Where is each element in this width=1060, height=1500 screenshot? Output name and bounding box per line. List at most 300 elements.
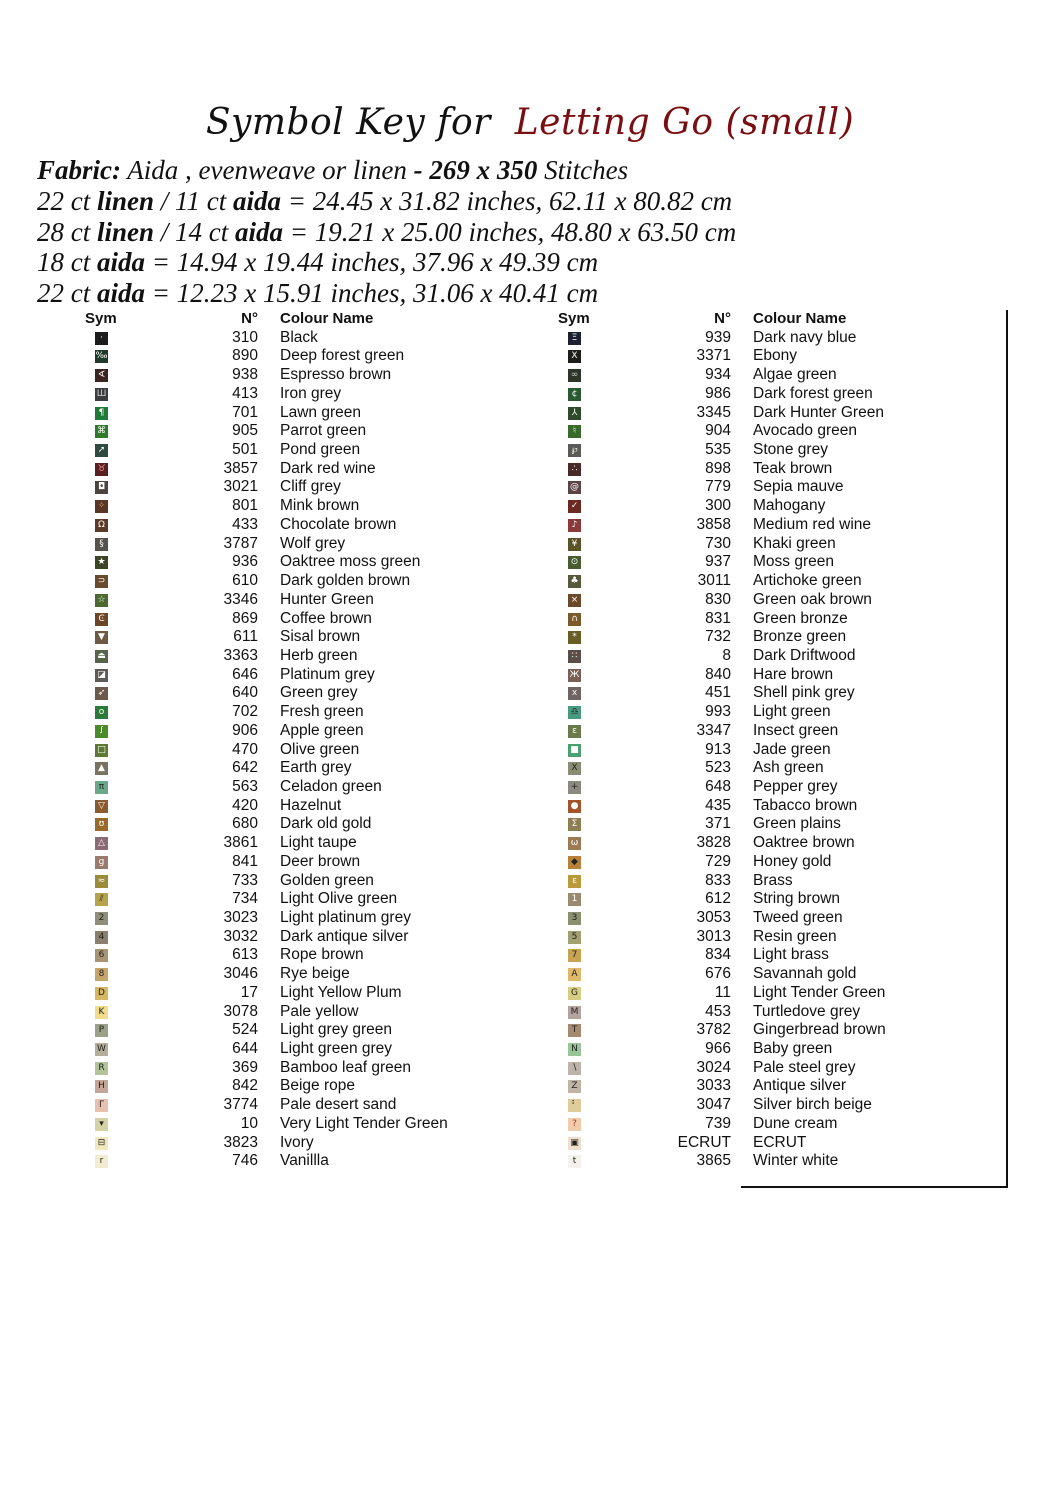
colour-name: Dark old gold — [280, 815, 372, 833]
colour-name: Herb green — [280, 646, 358, 664]
colour-name: Light platinum grey — [280, 909, 411, 926]
colour-name: String brown — [753, 890, 841, 908]
fabric-types: Aida , evenweave or linen — [121, 155, 414, 185]
colour-number: 840 — [705, 665, 731, 683]
colour-name: Jade green — [753, 740, 831, 758]
colour-name: Stone grey — [753, 441, 828, 459]
colour-name: Ivory — [280, 1133, 314, 1151]
colour-number: 648 — [705, 777, 731, 795]
dimensions-text: = 24.45 x 31.82 inches, 62.11 x 80.82 cm — [281, 185, 733, 216]
colour-name: Rope brown — [280, 946, 364, 964]
colour-number: 3787 — [223, 534, 258, 552]
colour-number: 831 — [705, 609, 731, 627]
symbol-swatch-icon: · — [95, 332, 108, 345]
colour-name: Mahogany — [753, 497, 826, 515]
colour-number: 746 — [232, 1152, 258, 1170]
colour-name: Resin green — [753, 927, 837, 945]
colour-number: 3047 — [696, 1096, 731, 1114]
colour-name: Dark forest green — [753, 384, 873, 402]
colour-name: Light brass — [753, 946, 829, 964]
symbol-swatch-icon: * — [568, 631, 581, 644]
colour-name: Pale desert sand — [280, 1096, 397, 1114]
symbol-swatch-icon: ε — [568, 725, 581, 738]
colour-name: Light taupe — [280, 834, 357, 852]
symbol-swatch-icon: ⅄ — [568, 407, 581, 420]
colour-number: 3857 — [223, 459, 258, 477]
symbol-swatch-icon: T — [568, 1024, 581, 1037]
symbol-swatch-icon: ℘ — [568, 444, 581, 457]
colour-name: Green oak brown — [753, 590, 872, 608]
dimensions-text: = 19.21 x 25.00 inches, 48.80 x 63.50 cm — [283, 216, 737, 247]
colour-number: 3865 — [696, 1152, 731, 1170]
header-number: N° — [241, 310, 258, 327]
colour-name: Honey gold — [753, 852, 832, 870]
colour-name: Tweed green — [753, 909, 843, 926]
colour-number: 729 — [705, 852, 731, 870]
colour-name: Light grey green — [280, 1021, 393, 1039]
symbol-swatch-icon: + — [568, 781, 581, 794]
colour-number: 833 — [705, 871, 731, 889]
colour-number: 8 — [722, 646, 731, 664]
colour-number: 3828 — [696, 834, 731, 852]
colour-name: Dark antique silver — [280, 927, 409, 945]
symbol-swatch-icon: ꭍ — [95, 725, 108, 738]
colour-number: 369 — [232, 1058, 258, 1076]
colour-number: 834 — [705, 946, 731, 964]
colour-number: 11 — [714, 983, 731, 1001]
table-border-bottom — [741, 1186, 1007, 1188]
colour-name: Artichoke green — [753, 572, 862, 590]
colour-name: Hazelnut — [280, 796, 342, 814]
colour-name: Espresso brown — [280, 366, 392, 384]
colour-name: Coffee brown — [280, 609, 372, 627]
colour-number: 702 — [232, 703, 258, 721]
colour-number: 3046 — [223, 965, 258, 983]
colour-number: 3013 — [696, 927, 731, 945]
symbol-swatch-icon: G — [568, 987, 581, 1000]
symbol-swatch-icon: 7 — [568, 949, 581, 962]
colour-name: Pond green — [280, 441, 361, 459]
symbol-swatch-icon: ¥ — [568, 538, 581, 551]
colour-number: 3782 — [696, 1021, 731, 1039]
symbol-swatch-icon: R — [95, 1062, 108, 1075]
colour-number: 3858 — [696, 515, 731, 533]
symbol-swatch-icon: P — [95, 1024, 108, 1037]
colour-name: Algae green — [753, 366, 837, 384]
colour-name: Dark Driftwood — [753, 646, 856, 664]
count-text: 18 ct — [37, 247, 97, 278]
colour-number: 310 — [232, 328, 258, 346]
colour-name: Platinum grey — [280, 665, 375, 683]
colour-name: Shell pink grey — [753, 684, 855, 702]
symbol-swatch-icon: 8 — [95, 968, 108, 981]
header-sym: Sym — [85, 310, 117, 327]
colour-number: 733 — [232, 871, 258, 889]
symbol-swatch-icon: ➚ — [95, 444, 108, 457]
colour-number: 453 — [705, 1002, 731, 1020]
colour-name: Olive green — [280, 740, 360, 758]
symbol-swatch-icon: ◆ — [568, 856, 581, 869]
colour-number: 3345 — [696, 403, 731, 421]
symbol-swatch-icon: t — [568, 1155, 581, 1168]
symbol-swatch-icon: ✧ — [95, 500, 108, 513]
colour-number: 3032 — [223, 927, 258, 945]
page-title — [0, 98, 1060, 148]
symbol-swatch-icon: ▲ — [95, 762, 108, 775]
colour-name: Light Olive green — [280, 890, 398, 908]
colour-name: Ash green — [753, 759, 824, 777]
colour-name: Deer brown — [280, 852, 361, 870]
symbol-swatch-icon: ♉ — [95, 463, 108, 476]
colour-number: 644 — [232, 1040, 258, 1058]
fabric-label: Fabric: — [37, 155, 121, 185]
fabric-type: aida — [97, 278, 146, 309]
colour-number: 3774 — [223, 1096, 258, 1114]
colour-number: 610 — [232, 572, 258, 590]
colour-name: Chocolate brown — [280, 515, 397, 533]
colour-number: 3346 — [223, 590, 258, 608]
colour-number: 300 — [705, 497, 731, 515]
colour-number: 734 — [232, 890, 258, 908]
colour-name: Iron grey — [280, 384, 342, 402]
symbol-swatch-icon: ◪ — [95, 669, 108, 682]
colour-number: 523 — [705, 759, 731, 777]
colour-name: Apple green — [280, 721, 364, 739]
symbol-swatch-icon: ♮ — [568, 425, 581, 438]
count-text: / 11 ct — [154, 185, 234, 216]
symbol-swatch-icon: x — [568, 687, 581, 700]
symbol-swatch-icon: ▼ — [95, 631, 108, 644]
colour-number: 435 — [705, 796, 731, 814]
symbol-swatch-icon: Χ — [568, 762, 581, 775]
symbol-swatch-icon: 6 — [95, 949, 108, 962]
colour-name: Dune cream — [753, 1114, 838, 1132]
fabric-dash: - — [413, 155, 430, 185]
colour-name: Wolf grey — [280, 534, 346, 552]
colour-number: 646 — [232, 665, 258, 683]
symbol-swatch-icon: D — [95, 987, 108, 1000]
symbol-swatch-icon: × — [568, 594, 581, 607]
colour-name: Green bronze — [753, 609, 848, 627]
symbol-swatch-icon: ▽ — [95, 800, 108, 813]
symbol-swatch-icon: ⊃ — [95, 575, 108, 588]
symbol-swatch-icon: ∩ — [568, 613, 581, 626]
symbol-swatch-icon: Ж — [569, 669, 580, 680]
colour-number: 904 — [705, 422, 731, 440]
colour-name: Rye beige — [280, 965, 350, 983]
colour-number: 371 — [705, 815, 731, 833]
colour-name: Winter white — [753, 1152, 839, 1170]
symbol-swatch-icon: ω — [568, 837, 581, 850]
dimensions-text: = 12.23 x 15.91 inches, 31.06 x 40.41 cm — [145, 278, 599, 309]
symbol-swatch-icon: ɛ — [568, 875, 581, 888]
symbol-swatch-icon: □ — [95, 744, 108, 757]
colour-name: Gingerbread brown — [753, 1021, 886, 1039]
symbol-swatch-icon: M — [568, 1006, 581, 1019]
symbol-swatch-icon: g — [95, 856, 108, 869]
colour-number: 730 — [705, 534, 731, 552]
colour-name: Pale yellow — [280, 1002, 359, 1020]
symbol-swatch-icon: o — [95, 706, 108, 719]
colour-number: 701 — [232, 403, 258, 421]
colour-name: Green grey — [280, 684, 358, 702]
colour-number: 470 — [232, 740, 258, 758]
colour-number: 420 — [232, 796, 258, 814]
symbol-swatch-icon: ⊟ — [95, 1137, 108, 1150]
count-text: 22 ct — [37, 185, 97, 216]
symbol-swatch-icon: ¢ — [568, 388, 581, 401]
symbol-swatch-icon: ➶ — [95, 687, 108, 700]
symbol-swatch-icon: Ͼ — [95, 613, 108, 626]
header-colour-name: Colour Name — [280, 310, 374, 327]
colour-number: 3021 — [223, 478, 258, 496]
colour-name: Ebony — [753, 347, 797, 365]
symbol-swatch-icon: ‰ — [95, 351, 108, 362]
colour-number: 842 — [232, 1077, 258, 1095]
colour-name: Lawn green — [280, 403, 362, 421]
symbol-swatch-icon: ♪ — [568, 519, 581, 532]
colour-name: Parrot green — [280, 422, 367, 440]
colour-number: 939 — [705, 328, 731, 346]
colour-name: Dark golden brown — [280, 572, 411, 590]
header-number: N° — [714, 310, 731, 327]
symbol-swatch-icon: 3 — [568, 912, 581, 925]
symbol-swatch-icon: § — [95, 538, 108, 551]
symbol-swatch-icon: Ω — [95, 519, 108, 532]
colour-number: 3053 — [696, 909, 731, 926]
colour-name: Antique silver — [753, 1077, 847, 1095]
symbol-swatch-icon: 4 — [95, 931, 108, 944]
colour-name: Medium red wine — [753, 515, 872, 533]
colour-name: Mink brown — [280, 497, 360, 515]
symbol-swatch-icon: ∷ — [568, 650, 581, 663]
colour-name: ECRUT — [753, 1133, 807, 1151]
symbol-swatch-icon: ■ — [568, 744, 581, 757]
colour-name: Insect green — [753, 721, 839, 739]
colour-number: 611 — [233, 628, 258, 646]
colour-name: Baby green — [753, 1040, 833, 1058]
colour-number: 3371 — [696, 347, 731, 365]
colour-name: Black — [280, 328, 318, 346]
colour-number: 993 — [705, 703, 731, 721]
colour-number: 3011 — [697, 572, 731, 590]
title-prefix: Symbol Key for — [205, 102, 491, 143]
fabric-info — [37, 155, 736, 309]
colour-number: 890 — [232, 347, 258, 365]
colour-name: Tabacco brown — [753, 796, 858, 814]
fabric-size-line — [37, 186, 736, 217]
colour-name: Very Light Tender Green — [280, 1114, 448, 1132]
colour-name: Light Tender Green — [753, 983, 886, 1001]
colour-number: 779 — [705, 478, 731, 496]
symbol-swatch-icon: ♎ — [568, 706, 581, 719]
colour-number: 640 — [232, 684, 258, 702]
symbol-swatch-icon: ⊙ — [568, 556, 581, 569]
colour-name: Dark red wine — [280, 459, 376, 477]
symbol-swatch-icon: K — [95, 1006, 108, 1019]
symbol-swatch-icon: 5 — [568, 931, 581, 944]
colour-number: 535 — [705, 441, 731, 459]
colour-name: Teak brown — [753, 459, 833, 477]
colour-name: Hare brown — [753, 665, 834, 683]
symbol-swatch-icon: ⠃ — [568, 1099, 581, 1112]
symbol-swatch-icon: ∴ — [568, 463, 581, 476]
symbol-swatch-icon: ʊ — [95, 818, 108, 831]
symbol-swatch-icon: ∖ — [568, 1062, 581, 1075]
colour-name: Cliff grey — [280, 478, 341, 496]
colour-number: 905 — [232, 422, 258, 440]
stitches-label: Stitches — [537, 155, 629, 185]
colour-number: 937 — [705, 553, 731, 571]
fabric-type: aida — [235, 216, 284, 247]
colour-name: Brass — [753, 871, 793, 889]
count-text: 22 ct — [37, 278, 97, 309]
colour-number: 938 — [232, 366, 258, 384]
colour-name: Celadon green — [280, 777, 382, 795]
colour-number: 913 — [705, 740, 731, 758]
colour-name: Oaktree brown — [753, 834, 855, 852]
colour-name: Oaktree moss green — [280, 553, 421, 571]
colour-number: 801 — [232, 497, 258, 515]
symbol-swatch-icon: Γ — [95, 1099, 108, 1112]
colour-number: 936 — [232, 553, 258, 571]
colour-name: Green plains — [753, 815, 841, 833]
colour-number: ECRUT — [677, 1133, 731, 1151]
symbol-swatch-icon: ▾ — [95, 1118, 108, 1131]
colour-name: Bronze green — [753, 628, 847, 646]
colour-name: Golden green — [280, 871, 374, 889]
colour-number: 612 — [705, 890, 731, 908]
colour-name: Earth grey — [280, 759, 352, 777]
colour-number: 413 — [232, 384, 258, 402]
colour-name: Bamboo leaf green — [280, 1058, 411, 1076]
colour-number: 433 — [232, 515, 258, 533]
colour-number: 732 — [705, 628, 731, 646]
fabric-size-line — [37, 247, 736, 278]
fabric-type: aida — [97, 247, 146, 278]
colour-name: Pepper grey — [753, 777, 838, 795]
colour-name: Khaki green — [753, 534, 836, 552]
fabric-size-line — [37, 217, 736, 248]
colour-number: 3023 — [223, 909, 258, 926]
symbol-swatch-icon: Z — [568, 1080, 581, 1093]
symbol-swatch-icon: ≈ — [95, 875, 108, 888]
symbol-swatch-icon: ? — [568, 1118, 581, 1131]
colour-number: 841 — [232, 852, 258, 870]
colour-name: Fresh green — [280, 703, 364, 721]
colour-name: Silver birch beige — [753, 1096, 872, 1114]
symbol-swatch-icon: W — [95, 1043, 108, 1056]
symbol-swatch-icon: ⏏ — [95, 650, 108, 663]
colour-number: 501 — [232, 441, 258, 459]
colour-name: Moss green — [753, 553, 834, 571]
symbol-swatch-icon: ⫽ — [95, 893, 108, 906]
colour-number: 3078 — [223, 1002, 258, 1020]
colour-number: 680 — [232, 815, 258, 833]
count-text: 28 ct — [37, 216, 97, 247]
colour-number: 10 — [240, 1114, 258, 1132]
symbol-swatch-icon: π — [95, 781, 108, 794]
colour-number: 898 — [705, 459, 731, 477]
colour-number: 3024 — [696, 1058, 731, 1076]
symbol-swatch-icon: ◘ — [95, 481, 108, 494]
colour-number: 642 — [232, 759, 258, 777]
header-sym: Sym — [558, 310, 590, 327]
symbol-swatch-icon: N — [568, 1043, 581, 1056]
symbol-swatch-icon: ⌘ — [97, 426, 106, 437]
fabric-line — [37, 155, 736, 186]
colour-name: Sepia mauve — [753, 478, 844, 496]
colour-number: 869 — [232, 609, 258, 627]
symbol-swatch-icon: @ — [570, 482, 579, 493]
symbol-swatch-icon: Σ — [568, 818, 581, 831]
symbol-swatch-icon: ✓ — [568, 500, 581, 513]
symbol-swatch-icon: 2 — [95, 912, 108, 925]
symbol-swatch-icon: X — [568, 350, 581, 363]
colour-number: 676 — [705, 965, 731, 983]
colour-number: 524 — [232, 1021, 258, 1039]
colour-number: 613 — [232, 946, 258, 964]
symbol-swatch-icon: ∞ — [568, 369, 581, 382]
symbol-swatch-icon: ♣ — [568, 575, 581, 588]
colour-number: 966 — [705, 1040, 731, 1058]
symbol-swatch-icon: ∢ — [95, 369, 108, 382]
symbol-swatch-icon: Ξ — [568, 332, 581, 345]
count-text: / 14 ct — [154, 216, 236, 247]
colour-name: Turtledove grey — [753, 1002, 861, 1020]
symbol-swatch-icon: ¶ — [95, 407, 108, 420]
pattern-name: Letting Go (small) — [514, 102, 855, 143]
colour-number: 3823 — [223, 1133, 258, 1151]
colour-name: Sisal brown — [280, 628, 361, 646]
colour-number: 3347 — [696, 721, 731, 739]
colour-name: Pale steel grey — [753, 1058, 856, 1076]
dimensions-text: = 14.94 x 19.44 inches, 37.96 x 49.39 cm — [145, 247, 599, 278]
colour-number: 830 — [705, 590, 731, 608]
stitch-count: 269 x 350 — [429, 155, 538, 185]
colour-number: 934 — [705, 366, 731, 384]
table-border-right — [1006, 310, 1008, 1188]
colour-number: 3363 — [223, 646, 258, 664]
symbol-swatch-icon: ● — [568, 800, 581, 813]
colour-name: Deep forest green — [280, 347, 405, 365]
symbol-swatch-icon: △ — [95, 837, 108, 850]
symbol-swatch-icon: ▣ — [568, 1137, 581, 1150]
colour-number: 906 — [232, 721, 258, 739]
colour-number: 451 — [705, 684, 731, 702]
fabric-type: linen — [97, 185, 155, 216]
fabric-size-line — [37, 278, 736, 309]
colour-name: Hunter Green — [280, 590, 374, 608]
header-colour-name: Colour Name — [753, 310, 847, 327]
colour-name: Vanillla — [280, 1152, 329, 1170]
colour-name: Savannah gold — [753, 965, 857, 983]
colour-name: Light Yellow Plum — [280, 983, 402, 1001]
symbol-swatch-icon: ☆ — [95, 594, 108, 607]
symbol-swatch-icon: A — [568, 968, 581, 981]
colour-name: Dark navy blue — [753, 328, 857, 346]
colour-name: Light green — [753, 703, 831, 721]
colour-number: 17 — [240, 983, 258, 1001]
symbol-swatch-icon: 1 — [568, 893, 581, 906]
colour-name: Dark Hunter Green — [753, 403, 884, 421]
symbol-swatch-icon: r — [95, 1155, 108, 1168]
colour-name: Avocado green — [753, 422, 857, 440]
colour-number: 986 — [705, 384, 731, 402]
colour-number: 3861 — [223, 834, 258, 852]
colour-number: 563 — [232, 777, 258, 795]
colour-number: 3033 — [696, 1077, 731, 1095]
